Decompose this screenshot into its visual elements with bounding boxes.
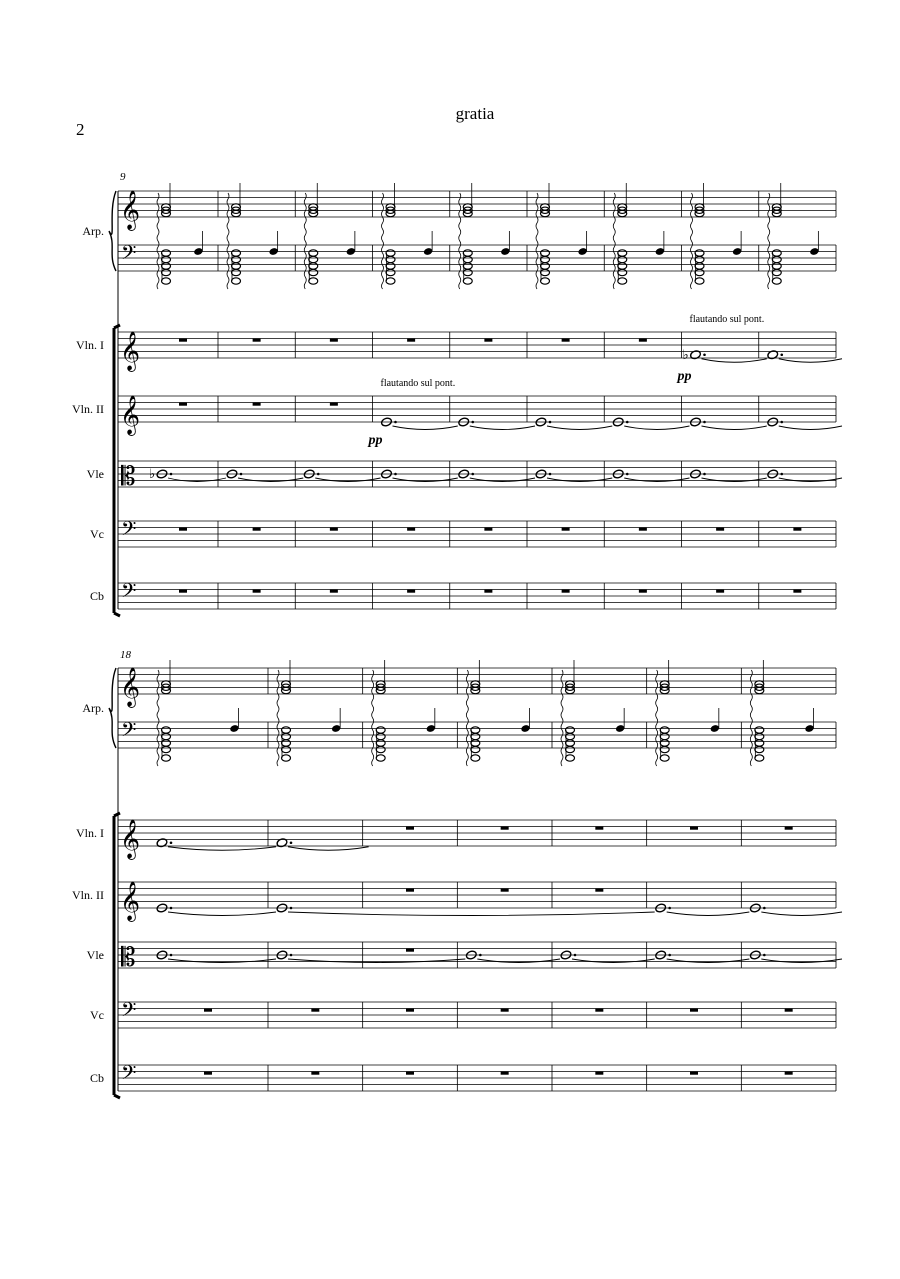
harp-note-head	[386, 263, 395, 269]
tie	[393, 426, 458, 430]
whole-rest	[484, 528, 492, 531]
dynamic-mark: pp	[368, 433, 383, 448]
harp-note-head	[695, 269, 704, 275]
harp-quarter-note	[331, 724, 341, 733]
harp-note-head	[162, 278, 171, 284]
augmentation-dot	[170, 907, 173, 910]
harp-note-head	[309, 256, 318, 262]
whole-rest	[311, 1072, 319, 1075]
arpeggio-line	[561, 670, 563, 766]
instrument-label-vln2: Vln. II	[72, 888, 104, 902]
tie	[702, 478, 767, 482]
whole-rest	[406, 949, 414, 952]
arpeggio-line	[157, 193, 159, 289]
bass-clef-icon: 𝄢	[121, 579, 137, 607]
harp-note-head	[309, 250, 318, 256]
harp-note-head	[162, 740, 171, 746]
harp-note-head	[386, 269, 395, 275]
whole-rest	[179, 339, 187, 342]
tie	[547, 478, 612, 482]
harp-note-head	[755, 740, 764, 746]
whole-rest	[501, 1072, 509, 1075]
augmentation-dot	[471, 421, 474, 424]
arpeggio-line	[382, 193, 384, 289]
tie	[470, 478, 535, 482]
augmentation-dot	[170, 473, 173, 476]
instrument-label-cb: Cb	[89, 589, 104, 603]
whole-rest	[785, 1009, 793, 1012]
arpeggio-line	[536, 193, 538, 289]
technique-text: flautando sul pont.	[689, 314, 765, 325]
harp-note-head	[660, 746, 669, 752]
technique-text: flautando sul pont.	[380, 378, 456, 389]
harp-quarter-note	[577, 247, 587, 256]
harp-note-head	[541, 250, 550, 256]
augmentation-dot	[668, 954, 671, 957]
tie	[238, 478, 303, 482]
whole-rest	[407, 528, 415, 531]
harp-note-head	[471, 727, 480, 733]
augmentation-dot	[394, 421, 397, 424]
augmentation-dot	[170, 841, 173, 844]
whole-rest	[501, 889, 509, 892]
whole-rest	[793, 590, 801, 593]
tie	[572, 959, 655, 963]
instrument-label-vc: Vc	[90, 1008, 104, 1022]
system-1	[72, 171, 842, 616]
flat-sign: ♭	[149, 467, 156, 482]
page-title: gratia	[455, 104, 495, 123]
harp-note-head	[541, 263, 550, 269]
instrument-label-harp: Arp.	[82, 224, 104, 238]
whole-rest	[690, 1072, 698, 1075]
harp-note-head	[162, 733, 171, 739]
harp-note-head	[463, 269, 472, 275]
harp-note-head	[695, 263, 704, 269]
whole-rest	[406, 1009, 414, 1012]
instrument-label-vle: Vle	[86, 467, 104, 481]
whole-rest	[484, 590, 492, 593]
augmentation-dot	[290, 954, 293, 957]
arpeggio-line	[277, 670, 279, 766]
arpeggio-line	[768, 193, 770, 289]
harp-note-head	[471, 733, 480, 739]
whole-rest	[330, 590, 338, 593]
whole-rest	[330, 403, 338, 406]
augmentation-dot	[290, 841, 293, 844]
augmentation-dot	[780, 353, 783, 356]
whole-rest	[311, 1009, 319, 1012]
treble-clef-icon: 𝄞	[120, 190, 141, 230]
whole-rest	[204, 1072, 212, 1075]
harp-note-head	[162, 250, 171, 256]
whole-rest	[253, 590, 261, 593]
harp-note-head	[772, 250, 781, 256]
whole-rest	[501, 827, 509, 830]
page-number: 2	[76, 120, 85, 139]
augmentation-dot	[549, 473, 552, 476]
whole-rest	[595, 1072, 603, 1075]
whole-rest	[253, 528, 261, 531]
whole-rest	[330, 528, 338, 531]
harp-quarter-note	[804, 724, 814, 733]
harp-note-head	[376, 755, 385, 761]
tie	[779, 478, 842, 482]
treble-clef-icon: 𝄞	[120, 331, 141, 371]
harp-note-head	[376, 727, 385, 733]
harp-note-head	[463, 263, 472, 269]
augmentation-dot	[394, 473, 397, 476]
harp-note-head	[309, 263, 318, 269]
harp-note-head	[282, 733, 291, 739]
augmentation-dot	[703, 353, 706, 356]
harp-quarter-note	[615, 724, 625, 733]
harp-note-head	[232, 256, 241, 262]
whole-rest	[484, 339, 492, 342]
harp-note-head	[232, 250, 241, 256]
bass-clef-icon: 𝄢	[121, 1061, 137, 1089]
whole-rest	[179, 528, 187, 531]
tie	[761, 912, 842, 916]
instrument-label-harp: Arp.	[82, 701, 104, 715]
harp-brace	[109, 668, 116, 748]
harp-note-head	[566, 755, 575, 761]
harp-note-head	[282, 755, 291, 761]
harp-note-head	[232, 278, 241, 284]
augmentation-dot	[317, 473, 320, 476]
whole-rest	[179, 403, 187, 406]
measure-number: 18	[120, 649, 131, 661]
whole-rest	[204, 1009, 212, 1012]
tie	[702, 426, 767, 430]
whole-rest	[595, 827, 603, 830]
whole-rest	[406, 889, 414, 892]
harp-note-head	[566, 746, 575, 752]
harp-note-head	[376, 740, 385, 746]
flat-sign: ♭	[682, 347, 689, 363]
harp-note-head	[541, 269, 550, 275]
whole-rest	[793, 528, 801, 531]
whole-rest	[785, 1072, 793, 1075]
harp-note-head	[660, 727, 669, 733]
harp-note-head	[386, 278, 395, 284]
augmentation-dot	[479, 954, 482, 957]
instrument-label-vln1: Vln. I	[76, 826, 104, 840]
arpeggio-line	[613, 193, 615, 289]
harp-quarter-note	[346, 247, 356, 256]
augmentation-dot	[703, 421, 706, 424]
tie	[288, 912, 655, 916]
harp-note-head	[695, 250, 704, 256]
augmentation-dot	[668, 907, 671, 910]
harp-note-head	[772, 263, 781, 269]
harp-note-head	[695, 278, 704, 284]
whole-rest	[785, 827, 793, 830]
tie	[168, 959, 276, 963]
whole-rest	[406, 827, 414, 830]
harp-note-head	[618, 278, 627, 284]
harp-note-head	[162, 746, 171, 752]
arpeggio-line	[459, 193, 461, 289]
augmentation-dot	[290, 907, 293, 910]
whole-rest	[562, 528, 570, 531]
harp-note-head	[376, 733, 385, 739]
harp-note-head	[162, 269, 171, 275]
harp-note-head	[282, 740, 291, 746]
augmentation-dot	[471, 473, 474, 476]
instrument-label-vle: Vle	[86, 948, 104, 962]
whole-rest	[716, 590, 724, 593]
tie	[393, 478, 458, 482]
harp-quarter-note	[500, 247, 510, 256]
harp-note-head	[162, 727, 171, 733]
whole-rest	[595, 1009, 603, 1012]
harp-note-head	[376, 746, 385, 752]
tie	[702, 359, 767, 363]
harp-note-head	[772, 278, 781, 284]
whole-rest	[716, 528, 724, 531]
measure-number: 9	[120, 171, 126, 183]
harp-note-head	[618, 263, 627, 269]
whole-rest	[690, 1009, 698, 1012]
harp-note-head	[566, 740, 575, 746]
whole-rest	[562, 590, 570, 593]
harp-quarter-note	[193, 247, 203, 256]
tie	[779, 359, 842, 363]
harp-note-head	[541, 278, 550, 284]
augmentation-dot	[763, 954, 766, 957]
harp-note-head	[309, 278, 318, 284]
whole-rest	[179, 590, 187, 593]
alto-clef-icon: 𝄡	[121, 462, 136, 492]
whole-rest	[406, 1072, 414, 1075]
harp-note-head	[471, 740, 480, 746]
tie	[667, 959, 750, 963]
harp-note-head	[566, 727, 575, 733]
bass-clef-icon: 𝄢	[121, 998, 137, 1026]
whole-rest	[253, 403, 261, 406]
arpeggio-line	[304, 193, 306, 289]
tie	[779, 426, 842, 430]
whole-rest	[330, 339, 338, 342]
harp-quarter-note	[520, 724, 530, 733]
harp-note-head	[162, 263, 171, 269]
augmentation-dot	[703, 473, 706, 476]
treble-clef-icon: 𝄞	[120, 819, 141, 859]
harp-note-head	[232, 269, 241, 275]
arpeggio-line	[157, 670, 159, 766]
harp-note-head	[463, 278, 472, 284]
arpeggio-line	[466, 670, 468, 766]
tie	[288, 847, 369, 851]
harp-note-head	[386, 250, 395, 256]
tie	[624, 426, 689, 430]
tie	[477, 959, 560, 963]
harp-note-head	[566, 733, 575, 739]
whole-rest	[562, 339, 570, 342]
treble-clef-icon: 𝄞	[120, 667, 141, 707]
instrument-label-cb: Cb	[89, 1071, 104, 1085]
harp-note-head	[755, 727, 764, 733]
whole-rest	[639, 590, 647, 593]
augmentation-dot	[763, 907, 766, 910]
augmentation-dot	[240, 473, 243, 476]
harp-note-head	[541, 256, 550, 262]
arpeggio-line	[227, 193, 229, 289]
harp-note-head	[162, 755, 171, 761]
harp-note-head	[755, 755, 764, 761]
harp-note-head	[660, 740, 669, 746]
harp-note-head	[463, 250, 472, 256]
bass-clef-icon: 𝄢	[121, 241, 137, 269]
harp-note-head	[618, 250, 627, 256]
harp-note-head	[282, 727, 291, 733]
harp-quarter-note	[423, 247, 433, 256]
bass-clef-icon: 𝄢	[121, 517, 137, 545]
bass-clef-icon: 𝄢	[121, 718, 137, 746]
augmentation-dot	[549, 421, 552, 424]
harp-note-head	[386, 256, 395, 262]
augmentation-dot	[780, 473, 783, 476]
harp-note-head	[309, 269, 318, 275]
whole-rest	[639, 528, 647, 531]
harp-quarter-note	[229, 724, 239, 733]
augmentation-dot	[574, 954, 577, 957]
dynamic-mark: pp	[677, 369, 692, 384]
whole-rest	[253, 339, 261, 342]
whole-rest	[690, 827, 698, 830]
harp-note-head	[660, 733, 669, 739]
augmentation-dot	[626, 473, 629, 476]
tie	[547, 426, 612, 430]
tie	[667, 912, 750, 916]
harp-note-head	[162, 256, 171, 262]
harp-quarter-note	[710, 724, 720, 733]
tie	[168, 847, 276, 851]
harp-note-head	[660, 755, 669, 761]
harp-note-head	[471, 746, 480, 752]
tie	[288, 959, 465, 963]
harp-quarter-note	[655, 247, 665, 256]
instrument-label-vln1: Vln. I	[76, 338, 104, 352]
harp-note-head	[463, 256, 472, 262]
instrument-label-vc: Vc	[90, 527, 104, 541]
whole-rest	[595, 889, 603, 892]
treble-clef-icon: 𝄞	[120, 395, 141, 435]
augmentation-dot	[780, 421, 783, 424]
arpeggio-line	[656, 670, 658, 766]
arpeggio-line	[750, 670, 752, 766]
whole-rest	[501, 1009, 509, 1012]
tie	[470, 426, 535, 430]
augmentation-dot	[626, 421, 629, 424]
harp-note-head	[618, 256, 627, 262]
harp-quarter-note	[809, 247, 819, 256]
harp-note-head	[618, 269, 627, 275]
harp-note-head	[772, 269, 781, 275]
whole-rest	[407, 590, 415, 593]
tie	[315, 478, 380, 482]
augmentation-dot	[170, 954, 173, 957]
harp-quarter-note	[732, 247, 742, 256]
harp-quarter-note	[426, 724, 436, 733]
tie	[168, 478, 226, 482]
harp-note-head	[471, 755, 480, 761]
arpeggio-line	[691, 193, 693, 289]
harp-note-head	[282, 746, 291, 752]
tie	[761, 959, 842, 963]
tie	[168, 912, 276, 916]
harp-note-head	[695, 256, 704, 262]
alto-clef-icon: 𝄡	[121, 943, 136, 973]
whole-rest	[407, 339, 415, 342]
instrument-label-vln2: Vln. II	[72, 402, 104, 416]
harp-note-head	[772, 256, 781, 262]
treble-clef-icon: 𝄞	[120, 881, 141, 921]
whole-rest	[639, 339, 647, 342]
system-2	[72, 649, 842, 1098]
harp-quarter-note	[268, 247, 278, 256]
tie	[624, 478, 689, 482]
harp-note-head	[755, 733, 764, 739]
harp-note-head	[232, 263, 241, 269]
harp-brace	[109, 191, 116, 271]
harp-note-head	[755, 746, 764, 752]
arpeggio-line	[372, 670, 374, 766]
